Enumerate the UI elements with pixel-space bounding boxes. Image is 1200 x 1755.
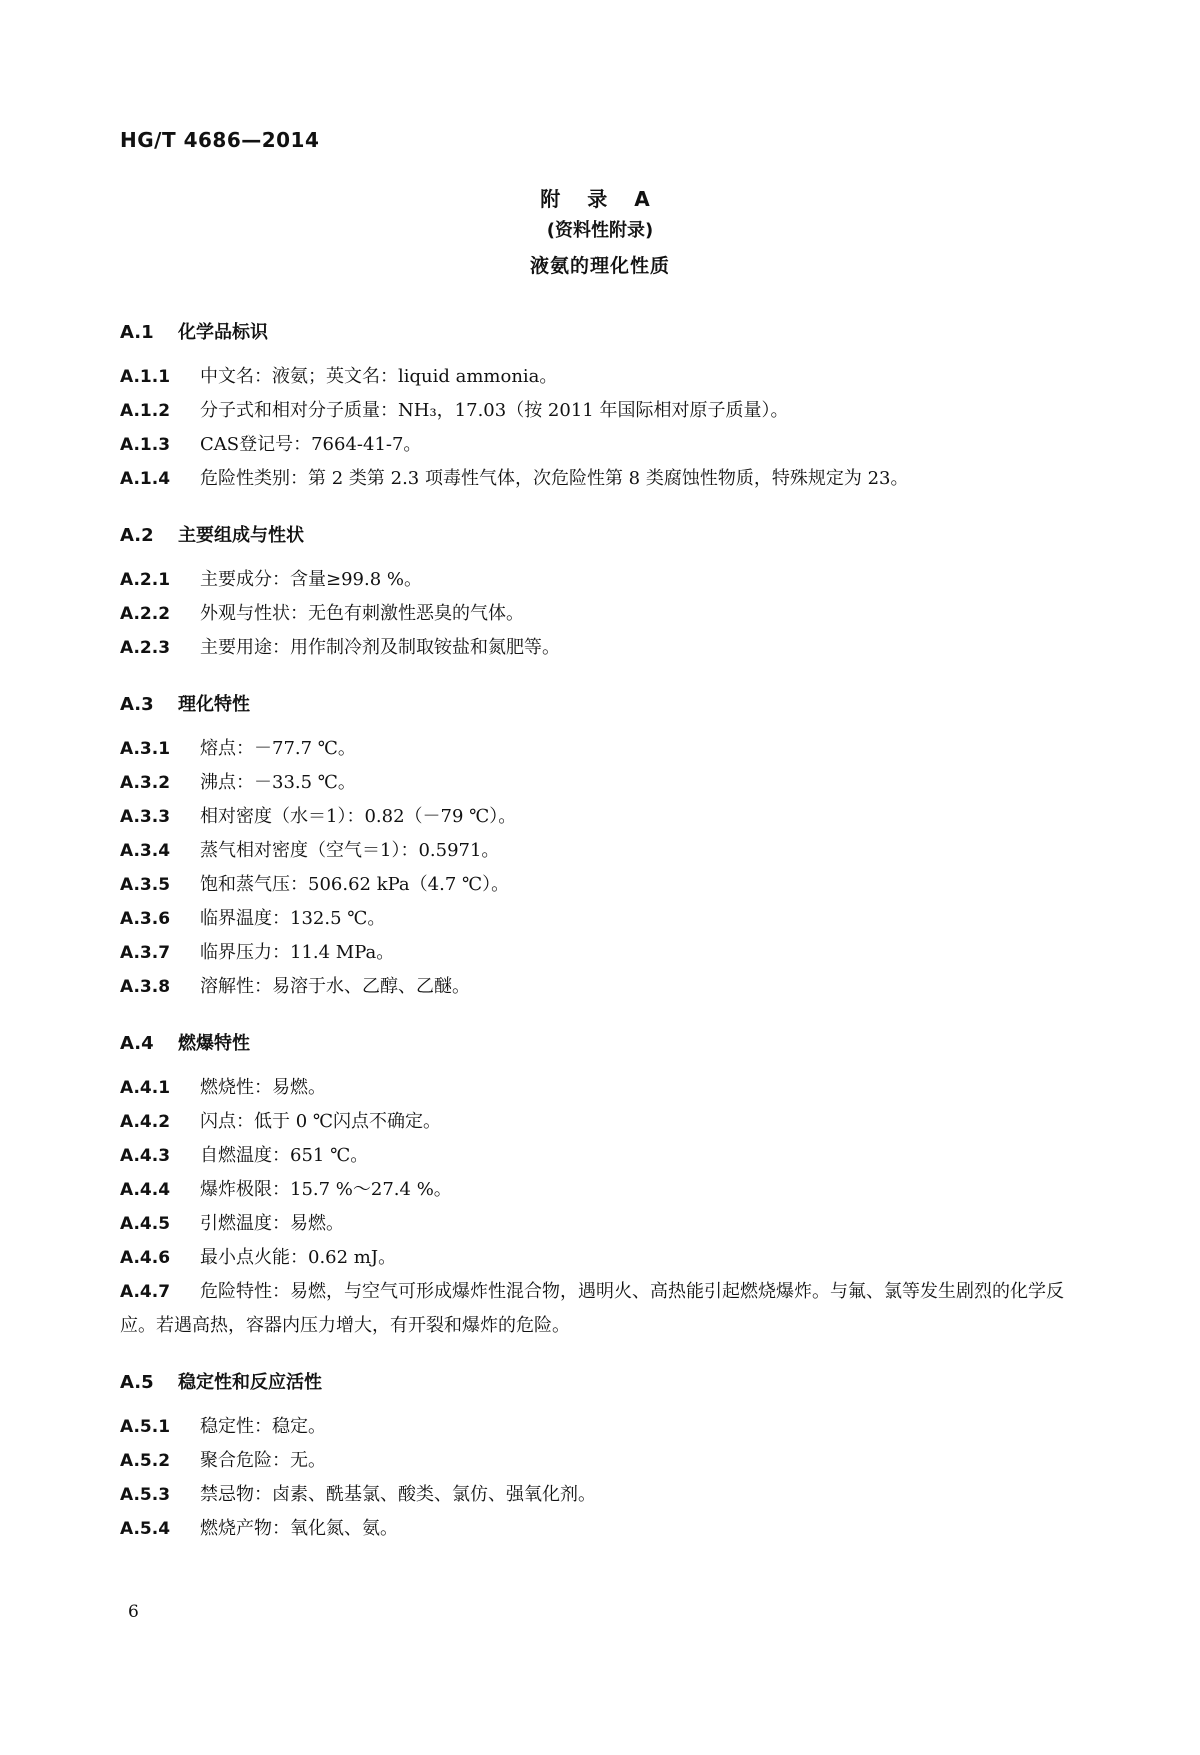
clause-text: 蒸气相对密度（空气＝1）：0.5971。 xyxy=(200,840,500,861)
clause-text: 最小点火能：0.62 mJ。 xyxy=(200,1247,397,1268)
section-title: 燃爆特性 xyxy=(178,1033,250,1054)
section-number: A.5 xyxy=(120,1372,154,1393)
clause-item xyxy=(120,631,1082,665)
clause-text: 禁忌物：卤素、酰基氯、酸类、氯仿、强氧化剂。 xyxy=(200,1484,596,1505)
document-body xyxy=(120,318,1082,1546)
clause-text: 爆炸极限：15.7 %～27.4 %。 xyxy=(200,1179,452,1200)
clause-item xyxy=(120,1241,1082,1275)
section-number: A.4 xyxy=(120,1033,154,1054)
clause-number: A.4.3 xyxy=(120,1146,171,1166)
section-heading xyxy=(120,1029,1082,1059)
clause-number: A.3.4 xyxy=(120,841,171,861)
section-title: 主要组成与性状 xyxy=(178,525,304,546)
clause-item xyxy=(120,834,1082,868)
clause-text: 分子式和相对分子质量：NH₃，17.03（按 2011 年国际相对原子质量）。 xyxy=(200,400,789,421)
clause-number: A.3.8 xyxy=(120,977,171,997)
clause-number: A.5.2 xyxy=(120,1451,171,1471)
clause-text: 主要用途：用作制冷剂及制取铵盐和氮肥等。 xyxy=(200,637,560,658)
clause-item xyxy=(120,1478,1082,1512)
clause-item xyxy=(120,936,1082,970)
clause-text: 闪点：低于 0 ℃闪点不确定。 xyxy=(200,1111,442,1132)
clause-number: A.1.2 xyxy=(120,401,171,421)
clause-number: A.2.1 xyxy=(120,570,171,590)
section xyxy=(120,521,1082,665)
clause-text: 自燃温度：651 ℃。 xyxy=(200,1145,369,1166)
clause-text: 引燃温度：易燃。 xyxy=(200,1213,344,1234)
clause-text: 中文名：液氨；英文名：liquid ammonia。 xyxy=(200,366,558,387)
section xyxy=(120,318,1082,496)
clause-item xyxy=(120,868,1082,902)
clause-text: 聚合危险：无。 xyxy=(200,1450,326,1471)
section-title: 理化特性 xyxy=(178,694,250,715)
clause-item xyxy=(120,462,1082,496)
clause-number: A.4.6 xyxy=(120,1248,171,1268)
clause-item xyxy=(120,394,1082,428)
clause-text: 饱和蒸气压：506.62 kPa（4.7 ℃）。 xyxy=(200,874,510,895)
clause-item xyxy=(120,360,1082,394)
clause-item xyxy=(120,732,1082,766)
clause-text: 稳定性：稳定。 xyxy=(200,1416,326,1437)
section-number: A.1 xyxy=(120,322,154,343)
clause-item xyxy=(120,1071,1082,1105)
section xyxy=(120,690,1082,1004)
clause-item xyxy=(120,800,1082,834)
appendix-title: 附 录 A xyxy=(540,187,660,211)
clause-number: A.4.4 xyxy=(120,1180,171,1200)
section-heading xyxy=(120,318,1082,348)
section-number: A.2 xyxy=(120,525,154,546)
clause-text: 燃烧产物：氧化氮、氨。 xyxy=(200,1518,398,1539)
clause-number: A.3.5 xyxy=(120,875,171,895)
section-heading xyxy=(120,1368,1082,1398)
clause-text: 临界温度：132.5 ℃。 xyxy=(200,908,386,929)
clause-item xyxy=(120,1512,1082,1546)
page-number: 6 xyxy=(128,1602,139,1622)
clause-item xyxy=(120,597,1082,631)
section-heading xyxy=(120,521,1082,551)
appendix-type: (资料性附录) xyxy=(546,220,654,241)
clause-item xyxy=(120,563,1082,597)
clause-text: 主要成分：含量≥99.8 %。 xyxy=(200,569,422,590)
clause-item xyxy=(120,970,1082,1004)
clause-text: 熔点：－77.7 ℃。 xyxy=(200,738,356,759)
clause-text: 外观与性状：无色有刺激性恶臭的气体。 xyxy=(200,603,524,624)
clause-item xyxy=(120,1444,1082,1478)
standard-code: HG/T 4686—2014 xyxy=(120,128,320,152)
clause-item xyxy=(120,1207,1082,1241)
clause-number: A.4.2 xyxy=(120,1112,171,1132)
clause-text: 沸点：－33.5 ℃。 xyxy=(200,772,356,793)
clause-item xyxy=(120,1410,1082,1444)
section-title: 稳定性和反应活性 xyxy=(178,1372,322,1393)
clause-text: CAS登记号：7664-41-7。 xyxy=(200,434,422,455)
clause-text: 燃烧性：易燃。 xyxy=(200,1077,326,1098)
clause-number: A.2.3 xyxy=(120,638,171,658)
clause-item xyxy=(120,1173,1082,1207)
clause-item xyxy=(120,428,1082,462)
clause-number: A.4.1 xyxy=(120,1078,171,1098)
clause-number: A.3.6 xyxy=(120,909,171,929)
clause-number: A.5.1 xyxy=(120,1417,171,1437)
clause-number: A.4.7 xyxy=(120,1282,171,1302)
section-number: A.3 xyxy=(120,694,154,715)
clause-item xyxy=(120,766,1082,800)
appendix-name: 液氨的理化性质 xyxy=(529,255,670,277)
clause-text: 相对密度（水＝1）：0.82（－79 ℃）。 xyxy=(200,806,517,827)
clause-number: A.1.4 xyxy=(120,469,171,489)
clause-item xyxy=(120,1275,1082,1343)
section xyxy=(120,1029,1082,1343)
clause-text: 危险特性：易燃，与空气可形成爆炸性混合物，遇明火、高热能引起燃烧爆炸。与氟、氯等发生剧烈的化学反应。若遇高热，容器内压力增大，有开裂和爆炸的危险。 xyxy=(120,1281,1064,1336)
clause-number: A.5.3 xyxy=(120,1485,171,1505)
clause-number: A.3.2 xyxy=(120,773,171,793)
clause-number: A.3.3 xyxy=(120,807,171,827)
clause-number: A.5.4 xyxy=(120,1519,171,1539)
clause-item xyxy=(120,1105,1082,1139)
section xyxy=(120,1368,1082,1546)
section-heading xyxy=(120,690,1082,720)
clause-number: A.1.3 xyxy=(120,435,171,455)
clause-number: A.1.1 xyxy=(120,367,171,387)
clause-number: A.4.5 xyxy=(120,1214,171,1234)
clause-number: A.3.7 xyxy=(120,943,171,963)
clause-item xyxy=(120,1139,1082,1173)
clause-number: A.3.1 xyxy=(120,739,171,759)
clause-number: A.2.2 xyxy=(120,604,171,624)
clause-item xyxy=(120,902,1082,936)
clause-text: 溶解性：易溶于水、乙醇、乙醚。 xyxy=(200,976,470,997)
clause-text: 危险性类别：第 2 类第 2.3 项毒性气体，次危险性第 8 类腐蚀性物质，特殊规定为 23。 xyxy=(200,468,909,489)
section-title: 化学品标识 xyxy=(178,322,268,343)
clause-text: 临界压力：11.4 MPa。 xyxy=(200,942,395,963)
